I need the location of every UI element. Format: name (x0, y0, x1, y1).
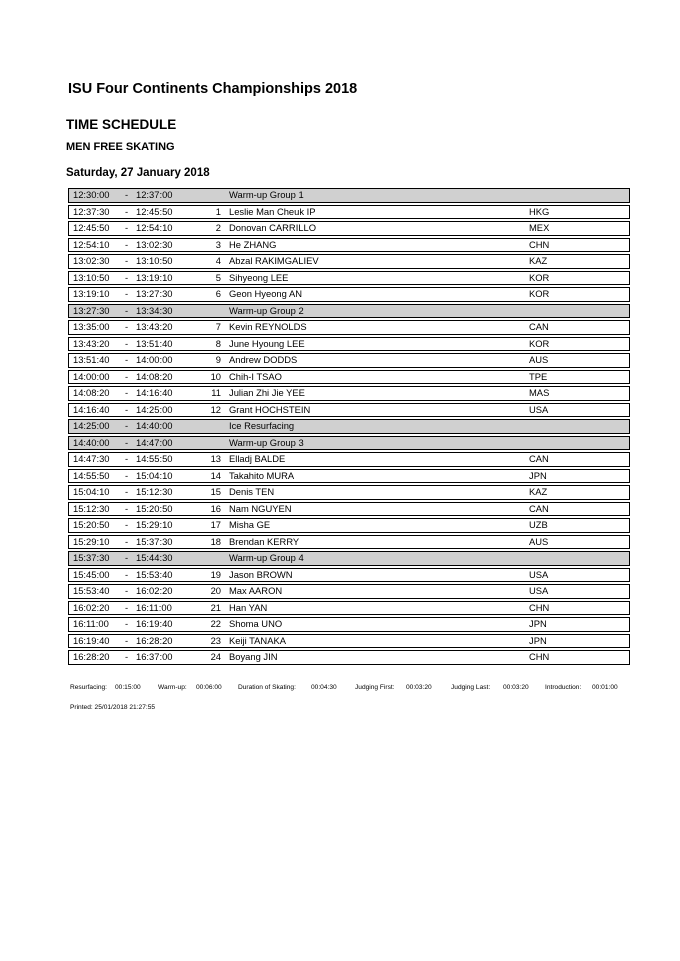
introduction-value: 00:01:00 (592, 684, 618, 691)
start-time: 14:40:00 (73, 436, 110, 448)
end-time: 16:02:20 (136, 585, 173, 596)
time-separator: - (125, 370, 129, 382)
schedule-row (68, 634, 630, 649)
skater-name: Sihyeong LEE (229, 271, 289, 283)
skater-name: Misha GE (229, 519, 271, 530)
time-separator: - (125, 337, 129, 349)
schedule-row (68, 254, 630, 269)
start-time: 12:37:30 (73, 205, 110, 217)
skater-name: Nam NGUYEN (229, 502, 292, 514)
nation-code: USA (529, 568, 549, 580)
time-separator: - (125, 436, 129, 448)
nation-code: CHN (529, 651, 550, 662)
nation-code: HKG (529, 205, 550, 217)
schedule-break-row (68, 551, 630, 566)
end-time: 16:11:00 (136, 601, 172, 613)
judging-first-value: 00:03:20 (406, 684, 432, 691)
introduction-label: Introduction: (545, 684, 582, 691)
skater-name: Shoma UNO (229, 618, 283, 629)
skater-name: June Hyoung LEE (229, 337, 305, 349)
start-time: 12:54:10 (73, 238, 110, 250)
end-time: 12:37:00 (136, 189, 173, 200)
document-subtitle: TIME SCHEDULE (66, 117, 177, 132)
nation-code: USA (529, 403, 549, 415)
skater-name: Boyang JIN (229, 651, 278, 662)
skater-name: Brendan KERRY (229, 535, 300, 547)
time-separator: - (125, 403, 129, 415)
start-number: 13 (210, 453, 221, 464)
end-time: 13:51:40 (136, 337, 173, 349)
start-number: 15 (210, 486, 221, 497)
time-separator: - (125, 205, 129, 217)
schedule-row (68, 469, 630, 484)
nation-code: JPN (529, 634, 547, 646)
duration-value: 00:04:30 (311, 684, 337, 691)
end-time: 16:37:00 (136, 651, 173, 662)
start-number: 24 (210, 651, 221, 662)
start-time: 14:08:20 (73, 387, 110, 398)
start-number: 23 (210, 634, 221, 646)
start-number: 6 (215, 288, 221, 299)
document-title: ISU Four Continents Championships 2018 (68, 81, 358, 97)
end-time: 15:20:50 (136, 502, 173, 514)
schedule-break-row (68, 436, 630, 451)
start-number: 9 (215, 354, 221, 365)
schedule-table (68, 188, 630, 667)
start-time: 15:53:40 (73, 585, 110, 596)
duration-label: Duration of Skating: (238, 684, 296, 691)
time-separator: - (125, 486, 129, 497)
skater-name: Han YAN (229, 601, 268, 613)
schedule-row (68, 584, 630, 599)
end-time: 13:27:30 (136, 288, 173, 299)
start-time: 13:10:50 (73, 271, 110, 283)
time-separator: - (125, 618, 129, 629)
time-separator: - (125, 271, 129, 283)
skater-name: Elladj BALDE (229, 453, 286, 464)
schedule-row (68, 568, 630, 583)
start-time: 14:47:30 (73, 453, 110, 464)
start-number: 10 (210, 370, 221, 382)
nation-code: KOR (529, 288, 550, 299)
start-time: 15:45:00 (73, 568, 110, 580)
start-number: 1 (215, 205, 221, 217)
end-time: 12:54:10 (136, 222, 173, 233)
end-time: 14:00:00 (136, 354, 173, 365)
schedule-row (68, 386, 630, 401)
printed-timestamp: Printed: 25/01/2018 21:27:55 (70, 704, 156, 711)
schedule-row (68, 403, 630, 418)
nation-code: CAN (529, 453, 549, 464)
start-time: 14:55:50 (73, 469, 110, 481)
schedule-row (68, 205, 630, 220)
end-time: 13:43:20 (136, 321, 173, 332)
skater-name: Grant HOCHSTEIN (229, 403, 311, 415)
end-time: 13:10:50 (136, 255, 173, 266)
end-time: 14:25:00 (136, 403, 173, 415)
end-time: 12:45:50 (136, 205, 173, 217)
end-time: 14:40:00 (136, 420, 173, 431)
skater-name: Warm-up Group 3 (229, 436, 304, 448)
start-number: 7 (215, 321, 221, 332)
skater-name: Denis TEN (229, 486, 275, 497)
nation-code: KAZ (529, 255, 548, 266)
start-number: 14 (210, 469, 221, 481)
end-time: 16:19:40 (136, 618, 173, 629)
time-separator: - (125, 255, 129, 266)
start-time: 16:19:40 (73, 634, 110, 646)
nation-code: AUS (529, 535, 549, 547)
nation-code: CHN (529, 601, 550, 613)
skater-name: Max AARON (229, 585, 283, 596)
start-number: 20 (210, 585, 221, 596)
nation-code: CHN (529, 238, 550, 250)
end-time: 15:44:30 (136, 552, 173, 563)
schedule-row (68, 238, 630, 253)
start-number: 19 (210, 568, 221, 580)
nation-code: JPN (529, 469, 547, 481)
nation-code: KAZ (529, 486, 548, 497)
start-time: 12:45:50 (73, 222, 110, 233)
event-date: Saturday, 27 January 2018 (66, 167, 210, 179)
start-time: 15:37:30 (73, 552, 110, 563)
schedule-row (68, 617, 630, 632)
time-separator: - (125, 535, 129, 547)
end-time: 14:47:00 (136, 436, 173, 448)
skater-name: Ice Resurfacing (229, 420, 295, 431)
start-time: 16:02:20 (73, 601, 110, 613)
start-time: 15:29:10 (73, 535, 110, 547)
nation-code: TPE (529, 370, 548, 382)
nation-code: MEX (529, 222, 550, 233)
end-time: 14:16:40 (136, 387, 173, 398)
end-time: 15:04:10 (136, 469, 173, 481)
end-time: 14:08:20 (136, 370, 173, 382)
skater-name: Julian Zhi Jie YEE (229, 387, 305, 398)
time-separator: - (125, 552, 129, 563)
schedule-row (68, 337, 630, 352)
start-number: 5 (215, 271, 221, 283)
time-separator: - (125, 651, 129, 662)
start-number: 18 (210, 535, 221, 547)
nation-code: JPN (529, 618, 547, 629)
end-time: 16:28:20 (136, 634, 173, 646)
skater-name: Warm-up Group 2 (229, 304, 304, 316)
nation-code: UZB (529, 519, 548, 530)
end-time: 13:02:30 (136, 238, 173, 250)
event-name: MEN FREE SKATING (66, 141, 175, 153)
start-number: 22 (210, 618, 221, 629)
skater-name: He ZHANG (229, 238, 277, 250)
start-time: 16:28:20 (73, 651, 110, 662)
start-time: 16:11:00 (73, 618, 109, 629)
warmup-value: 00:06:00 (196, 684, 222, 691)
schedule-break-row (68, 419, 630, 434)
time-separator: - (125, 634, 129, 646)
start-time: 14:25:00 (73, 420, 110, 431)
start-time: 12:30:00 (73, 189, 110, 200)
schedule-row (68, 370, 630, 385)
start-time: 13:02:30 (73, 255, 110, 266)
skater-name: Leslie Man Cheuk IP (229, 205, 316, 217)
warmup-label: Warm-up: (158, 684, 187, 691)
skater-name: Jason BROWN (229, 568, 293, 580)
time-separator: - (125, 238, 129, 250)
skater-name: Donovan CARRILLO (229, 222, 317, 233)
schedule-row (68, 287, 630, 302)
end-time: 15:29:10 (136, 519, 173, 530)
time-separator: - (125, 453, 129, 464)
schedule-row (68, 320, 630, 335)
start-time: 15:04:10 (73, 486, 110, 497)
time-separator: - (125, 568, 129, 580)
end-time: 13:19:10 (136, 271, 173, 283)
skater-name: Geon Hyeong AN (229, 288, 302, 299)
nation-code: USA (529, 585, 549, 596)
skater-name: Keiji TANAKA (229, 634, 286, 646)
schedule-row (68, 518, 630, 533)
judging-last-label: Judging Last: (451, 684, 491, 691)
schedule-row (68, 221, 630, 236)
nation-code: KOR (529, 271, 550, 283)
start-number: 12 (210, 403, 221, 415)
time-separator: - (125, 502, 129, 514)
time-separator: - (125, 304, 129, 316)
judging-last-value: 00:03:20 (503, 684, 529, 691)
start-number: 8 (215, 337, 221, 349)
skater-name: Takahito MURA (229, 469, 295, 481)
start-time: 14:16:40 (73, 403, 110, 415)
start-time: 14:00:00 (73, 370, 110, 382)
schedule-row (68, 353, 630, 368)
start-number: 17 (210, 519, 221, 530)
end-time: 15:12:30 (136, 486, 173, 497)
start-time: 13:35:00 (73, 321, 110, 332)
time-separator: - (125, 469, 129, 481)
start-number: 3 (215, 238, 221, 250)
end-time: 15:53:40 (136, 568, 173, 580)
time-separator: - (125, 288, 129, 299)
schedule-row (68, 650, 630, 665)
schedule-row (68, 271, 630, 286)
start-number: 16 (210, 502, 221, 514)
time-separator: - (125, 222, 129, 233)
schedule-row (68, 452, 630, 467)
resurfacing-label: Resurfacing: (70, 684, 108, 691)
time-separator: - (125, 585, 129, 596)
start-number: 2 (215, 222, 221, 233)
start-number: 11 (211, 387, 221, 398)
skater-name: Andrew DODDS (229, 354, 298, 365)
start-time: 13:51:40 (73, 354, 110, 365)
start-time: 13:43:20 (73, 337, 110, 349)
time-separator: - (125, 601, 129, 613)
resurfacing-value: 00:15:00 (115, 684, 141, 691)
end-time: 13:34:30 (136, 304, 173, 316)
end-time: 15:37:30 (136, 535, 173, 547)
start-number: 21 (210, 601, 221, 613)
judging-first-label: Judging First: (355, 684, 395, 691)
skater-name: Kevin REYNOLDS (229, 321, 307, 332)
time-separator: - (125, 354, 129, 365)
schedule-row (68, 535, 630, 550)
skater-name: Warm-up Group 1 (229, 189, 304, 200)
skater-name: Warm-up Group 4 (229, 552, 304, 563)
start-time: 15:20:50 (73, 519, 110, 530)
start-time: 13:27:30 (73, 304, 110, 316)
start-time: 13:19:10 (73, 288, 110, 299)
start-number: 4 (215, 255, 221, 266)
nation-code: KOR (529, 337, 550, 349)
time-separator: - (125, 519, 129, 530)
end-time: 14:55:50 (136, 453, 173, 464)
schedule-break-row (68, 188, 630, 203)
schedule-row (68, 485, 630, 500)
time-separator: - (125, 321, 129, 332)
time-separator: - (125, 189, 129, 200)
nation-code: CAN (529, 321, 549, 332)
nation-code: MAS (529, 387, 550, 398)
nation-code: CAN (529, 502, 549, 514)
time-separator: - (125, 420, 129, 431)
schedule-row (68, 601, 630, 616)
time-separator: - (125, 387, 129, 398)
skater-name: Abzal RAKIMGALIEV (229, 255, 319, 266)
schedule-row (68, 502, 630, 517)
start-time: 15:12:30 (73, 502, 110, 514)
nation-code: AUS (529, 354, 549, 365)
schedule-break-row (68, 304, 630, 319)
skater-name: Chih-I TSAO (229, 370, 282, 382)
